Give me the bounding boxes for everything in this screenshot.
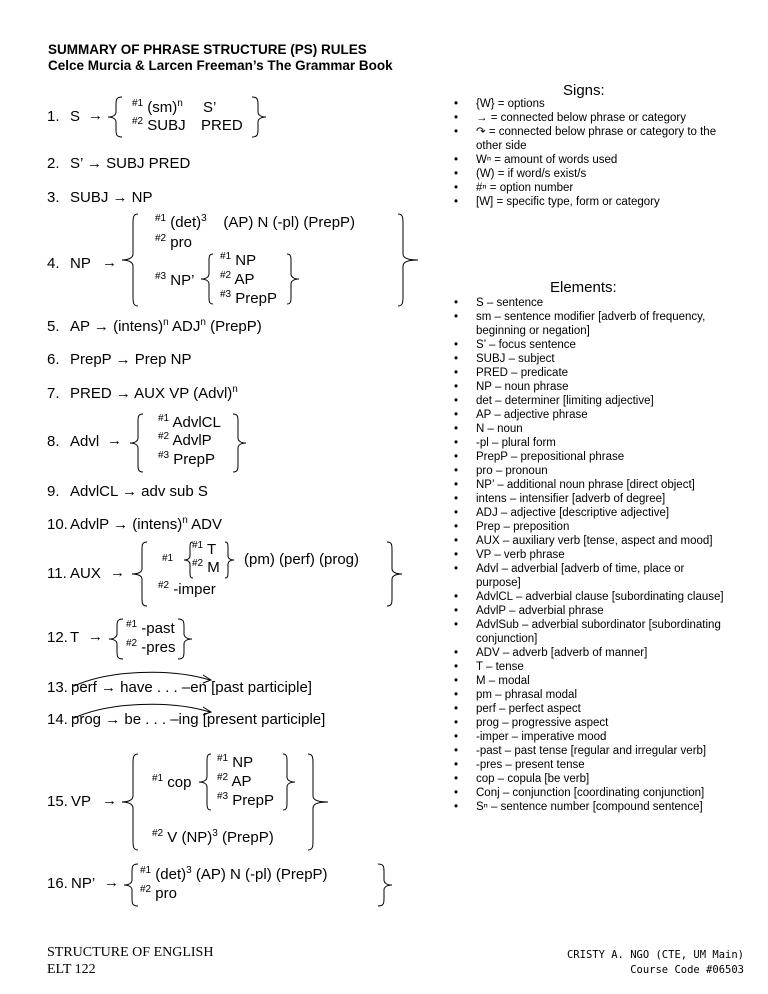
inner-left-brace bbox=[196, 754, 214, 810]
element-item: • Advl – adverbial [adverb of time, place or purpose] bbox=[450, 562, 728, 590]
inner-right-brace bbox=[280, 754, 298, 810]
element-item: • perf – perfect aspect bbox=[450, 702, 728, 716]
element-item: • M – modal bbox=[450, 674, 728, 688]
element-item: • Sⁿ – sentence number [compound sentence] bbox=[450, 800, 728, 814]
rule-number: 9. bbox=[47, 483, 60, 500]
elements-list bbox=[450, 296, 728, 814]
rule-number: 7. bbox=[47, 385, 60, 402]
inner-right-brace bbox=[284, 254, 302, 304]
rule-number: 16. bbox=[47, 875, 68, 892]
element-item: • pro – pronoun bbox=[450, 464, 728, 478]
option-1: $^{\#1}$ AdvlCL bbox=[158, 413, 221, 431]
footer-author bbox=[567, 948, 744, 978]
sub-option-np: $^{\#1}$ NP bbox=[220, 251, 257, 269]
author-name: CRISTY A. NGO (CTE, UM Main) bbox=[566, 949, 744, 961]
element-item: • det – determiner [limiting adjective] bbox=[450, 394, 728, 408]
option-1: $^{\#1}$ $(\det)^3$ (AP) N (-pl) (PrepP) bbox=[155, 213, 356, 231]
rule-2: S’ → SUBJ PRED bbox=[70, 155, 191, 172]
aux-modal: $^{\#2}$ M bbox=[192, 558, 220, 576]
element-item: • cop – copula [be verb] bbox=[450, 772, 728, 786]
left-brace bbox=[128, 542, 150, 606]
right-brace bbox=[250, 97, 272, 137]
left-brace bbox=[120, 864, 142, 906]
option-2: $^{\#2}$ SUBJ bbox=[132, 116, 186, 134]
rule-number: 14. bbox=[47, 711, 68, 728]
sign-item: • ↷ = connected below phrase or category to the other side bbox=[450, 125, 740, 153]
rule-9: AdvlCL → adv sub S bbox=[70, 483, 208, 500]
element-item: • PRED – predicate bbox=[450, 366, 728, 380]
rule-13: perf → have . . . –en [past participle] bbox=[71, 679, 312, 696]
element-item: • AdvlP – adverbial phrase bbox=[450, 604, 728, 618]
rule-14: prog → be . . . –ing [present participle] bbox=[71, 711, 326, 728]
option-1: $^{\#1}$ cop bbox=[152, 773, 192, 791]
option-3: $^{\#3}$ PrepP bbox=[158, 450, 215, 468]
element-item: • VP – verb phrase bbox=[450, 548, 728, 562]
element-item: • -pl – plural form bbox=[450, 436, 728, 450]
rule-number: 12. bbox=[47, 629, 68, 646]
sign-item: • (W) = if word/s exist/s bbox=[450, 167, 740, 181]
rule-number: 1. bbox=[47, 108, 60, 125]
signs-heading: Signs: bbox=[563, 82, 605, 99]
arrow: → bbox=[104, 874, 119, 891]
element-item: • T – tense bbox=[450, 660, 728, 674]
course-title: STRUCTURE OF ENGLISH bbox=[47, 945, 214, 960]
element-item: • Prep – preposition bbox=[450, 520, 728, 534]
footer-course bbox=[47, 944, 213, 978]
rule-7: PRED → AUX VP (Advl)$^n$ bbox=[70, 384, 238, 402]
arrow: → bbox=[102, 792, 117, 809]
option-2: $^{\#2}$ -pres bbox=[126, 638, 176, 656]
sub-option-prepp: $^{\#3}$ PrepP bbox=[217, 791, 274, 809]
rule-number: 10. bbox=[47, 516, 68, 533]
elements-heading: Elements: bbox=[550, 279, 617, 296]
element-item: • sm – sentence modifier [adverb of frequency, beginning or negation] bbox=[450, 310, 728, 338]
element-item: • AP – adjective phrase bbox=[450, 408, 728, 422]
sign-item: • Wⁿ = amount of words used bbox=[450, 153, 740, 167]
page-subtitle: Celce Murcia & Larcen Freeman’s The Grammar Book bbox=[48, 58, 393, 73]
option-1-mark: #1 bbox=[162, 553, 174, 564]
rule-lhs: S bbox=[70, 108, 81, 125]
option-1-s-prime: S’ bbox=[203, 99, 217, 116]
rule-number: 2. bbox=[47, 155, 60, 172]
right-brace bbox=[376, 864, 398, 906]
left-brace bbox=[105, 619, 127, 659]
element-item: • NP – noun phrase bbox=[450, 380, 728, 394]
sub-option-ap: $^{\#2}$ AP bbox=[217, 772, 252, 790]
sub-option-ap: $^{\#2}$ AP bbox=[220, 270, 255, 288]
option-2: $^{\#2}$ AdvlP bbox=[158, 431, 212, 449]
element-item: • SUBJ – subject bbox=[450, 352, 728, 366]
right-brace bbox=[176, 619, 198, 659]
right-brace bbox=[230, 414, 250, 472]
rule-lhs: NP bbox=[70, 255, 91, 272]
rule-lhs: T bbox=[70, 629, 80, 646]
option-1: $^{\#1}$ -past bbox=[126, 619, 175, 637]
left-brace bbox=[118, 754, 142, 850]
rule-number: 3. bbox=[47, 189, 60, 206]
left-brace bbox=[118, 214, 142, 306]
option-2: $^{\#2}$ -imper bbox=[158, 580, 216, 598]
option-2-pred: PRED bbox=[201, 117, 243, 134]
rule-6: PrepP → Prep NP bbox=[70, 351, 192, 368]
sign-item: • #ⁿ = option number bbox=[450, 181, 740, 195]
left-brace bbox=[104, 97, 126, 137]
element-item: • S – sentence bbox=[450, 296, 728, 310]
element-item: • -past – past tense [regular and irregular verb] bbox=[450, 744, 728, 758]
option-2: $^{\#2}$ V (NP)$^3$ (PrepP) bbox=[152, 828, 274, 846]
sub-option-np: $^{\#1}$ NP bbox=[217, 753, 254, 771]
rule-5: AP → (intens)$^n$ ADJ$^n$ (PrepP) bbox=[70, 317, 262, 335]
rule-lhs: NP’ bbox=[71, 875, 96, 892]
course-code-number: Course Code #06503 bbox=[630, 964, 744, 976]
element-item: • -imper – imperative mood bbox=[450, 730, 728, 744]
arrow: → bbox=[102, 254, 117, 271]
element-item: • pm – phrasal modal bbox=[450, 688, 728, 702]
page-title: SUMMARY OF PHRASE STRUCTURE (PS) RULES bbox=[48, 42, 367, 57]
inner-right-brace bbox=[222, 542, 238, 578]
arrow: → bbox=[88, 107, 103, 124]
rule-lhs: Advl bbox=[70, 433, 100, 450]
element-item: • PrepP – prepositional phrase bbox=[450, 450, 728, 464]
sub-option-prepp: $^{\#3}$ PrepP bbox=[220, 289, 277, 307]
rule-number: 6. bbox=[47, 351, 60, 368]
aux-rest: (pm) (perf) (prog) bbox=[244, 551, 360, 568]
rule-number: 8. bbox=[47, 433, 60, 450]
arrow: → bbox=[88, 628, 103, 645]
rule-number: 11. bbox=[47, 565, 67, 582]
element-item: • intens – intensifier [adverb of degree] bbox=[450, 492, 728, 506]
right-brace bbox=[396, 214, 422, 306]
element-item: • AdvlSub – adverbial subordinator [subordinating conjunction] bbox=[450, 618, 728, 646]
element-item: • Conj – conjunction [coordinating conjunction] bbox=[450, 786, 728, 800]
element-item: • ADJ – adjective [descriptive adjective] bbox=[450, 506, 728, 520]
element-item: • -pres – present tense bbox=[450, 758, 728, 772]
sign-item: • {W} = options bbox=[450, 97, 740, 111]
element-item: • ADV – adverb [adverb of manner] bbox=[450, 646, 728, 660]
rule-lhs: AUX bbox=[70, 565, 101, 582]
right-brace bbox=[384, 542, 406, 606]
element-item: • N – noun bbox=[450, 422, 728, 436]
course-code: ELT 122 bbox=[47, 962, 96, 977]
rule-number: 5. bbox=[47, 318, 60, 335]
left-brace bbox=[126, 414, 146, 472]
rule-number: 4. bbox=[47, 255, 60, 272]
rule-number: 15. bbox=[47, 793, 68, 810]
element-item: • S’ – focus sentence bbox=[450, 338, 728, 352]
sign-item: • → = connected below phrase or category bbox=[450, 111, 740, 125]
inner-left-brace bbox=[198, 254, 216, 304]
rule-10: AdvlP → (intens)$^n$ ADV bbox=[70, 515, 223, 533]
element-item: • AUX – auxiliary verb [tense, aspect and mood] bbox=[450, 534, 728, 548]
signs-list bbox=[450, 97, 740, 209]
right-brace bbox=[306, 754, 332, 850]
option-1: $^{\#1}$ (sm)$^n$ bbox=[132, 98, 183, 116]
rule-3: SUBJ → NP bbox=[70, 189, 153, 206]
rule-number: 13. bbox=[47, 679, 68, 696]
arrow: → bbox=[110, 564, 125, 581]
option-3: $^{\#3}$ NP’ bbox=[155, 271, 195, 289]
option-2: $^{\#2}$ pro bbox=[140, 884, 177, 902]
arrow: → bbox=[107, 432, 122, 449]
element-item: • prog – progressive aspect bbox=[450, 716, 728, 730]
aux-tense: $^{\#1}$ T bbox=[192, 540, 217, 558]
element-item: • AdvlCL – adverbial clause [subordinating clause] bbox=[450, 590, 728, 604]
sign-item: • [W] = specific type, form or category bbox=[450, 195, 740, 209]
rule-lhs: VP bbox=[71, 793, 92, 810]
option-1: $^{\#1}$ $(\det)^3$ (AP) N (-pl) (PrepP) bbox=[140, 865, 328, 883]
option-2: $^{\#2}$ pro bbox=[155, 233, 192, 251]
element-item: • NP’ – additional noun phrase [direct object] bbox=[450, 478, 728, 492]
